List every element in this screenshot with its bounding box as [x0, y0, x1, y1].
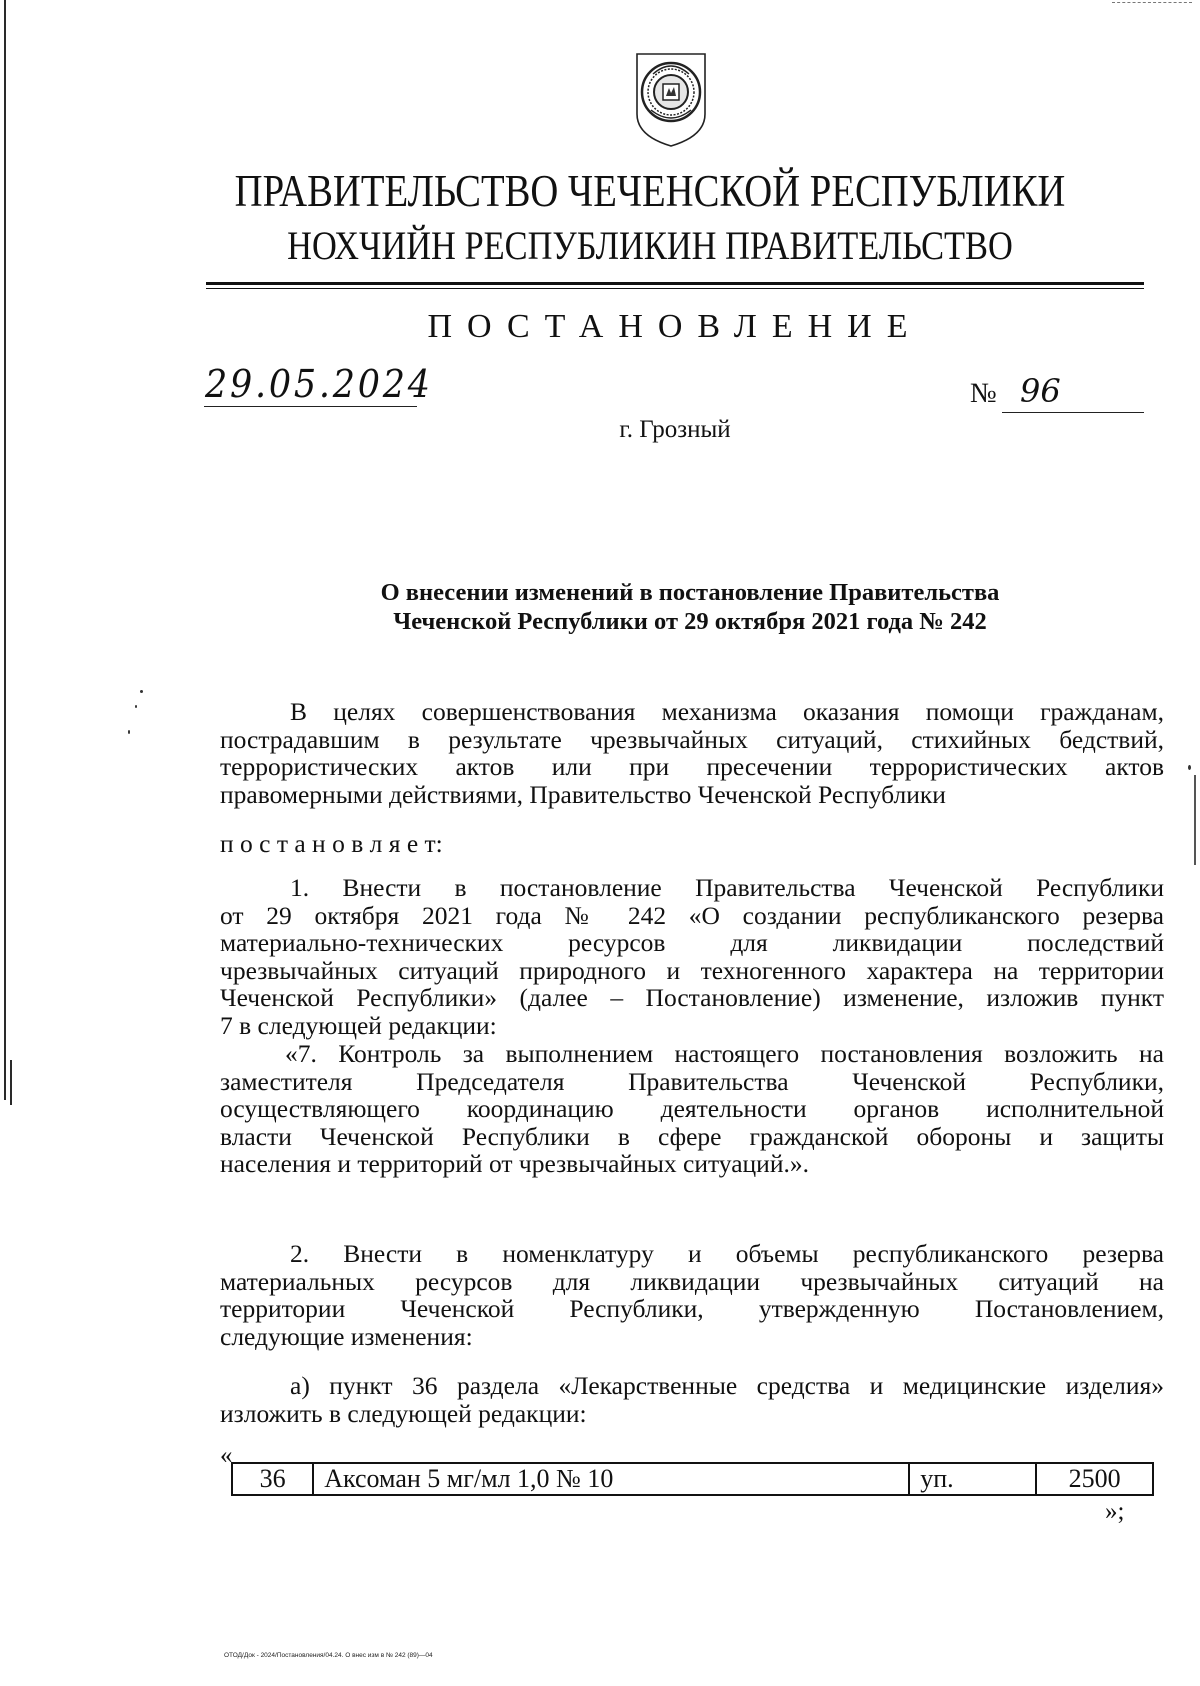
preamble-line: правомерными действиями, Правительство Чеченской Республики	[220, 779, 946, 809]
city: г. Грозный	[619, 416, 731, 443]
item-1-line: чрезвычайных ситуаций природного и техногенного характера на территории	[220, 955, 1164, 985]
footer-file-code: ОТОД/Док - 2024/Постановления/04.24. О внес изм в № 242 (89)—04	[224, 1652, 433, 1659]
scan-speck	[1188, 765, 1191, 770]
table-open-quote: «	[220, 1442, 233, 1469]
resolves-word: п о с т а н о в л я е т:	[220, 829, 443, 858]
item-1-quote-line: власти Чеченской Республики в сфере гражданской обороны и защиты	[220, 1121, 1164, 1151]
item-1	[220, 874, 1164, 1040]
number-underline	[1002, 412, 1144, 413]
organization-name-chechen: НОХЧИЙН РЕСПУБЛИКИН ПРАВИТЕЛЬСТВО	[287, 223, 1013, 268]
item-2-line: материальных ресурсов для ликвидации чрезвычайных ситуаций на	[220, 1266, 1164, 1296]
item-number: 36	[232, 1463, 313, 1495]
item-1-line: Чеченской Республики» (далее – Постановление) изменение, изложив пункт	[220, 983, 1164, 1013]
item-1-quote-line: осуществляющего координацию деятельности органов исполнительной	[220, 1094, 1164, 1124]
scan-border-left	[4, 0, 6, 1100]
document-number: 96	[1020, 372, 1061, 410]
item-1-quote-line: заместителя Председателя Правительства Чеченской Республики,	[220, 1066, 1164, 1096]
table-row	[232, 1463, 1153, 1495]
preamble	[220, 698, 1164, 808]
preamble-line: пострадавшим в результате чрезвычайных ситуаций, стихийных бедствий,	[220, 724, 1164, 754]
item-1-quote	[220, 1040, 1164, 1178]
table-close-quote: »;	[1105, 1498, 1125, 1525]
scan-mark-right	[1194, 775, 1196, 865]
subject-line: Чеченской Республики от 29 октября 2021 года № 242	[393, 608, 987, 635]
item-unit: уп.	[909, 1463, 1036, 1495]
preamble-line: В целях совершенствования механизма оказания помощи гражданам,	[290, 697, 1164, 726]
item-quantity: 2500	[1036, 1463, 1153, 1495]
item-1-line: 1. Внести в постановление Правительства Чеченской Республики	[290, 873, 1164, 902]
item-2-line: следующие изменения:	[220, 1321, 473, 1351]
header-divider	[206, 282, 1144, 285]
document-type: ПОСТАНОВЛЕНИЕ	[427, 308, 923, 345]
item-2-line: 2. Внести в номенклатуру и объемы республиканского резерва	[290, 1239, 1164, 1268]
item-2-line: территории Чеченской Республики, утвержденную Постановлением,	[220, 1294, 1164, 1324]
item-name: Аксоман 5 мг/мл 1,0 № 10	[313, 1463, 909, 1495]
item-1-quote-line: «7. Контроль за выполнением настоящего постановления возложить на	[285, 1039, 1164, 1068]
item-1-line: материально-технических ресурсов для ликвидации последствий	[220, 928, 1164, 958]
scan-speck	[128, 730, 130, 734]
header-divider-thin	[206, 288, 1144, 289]
item-1-quote-line: населения и территорий от чрезвычайных ситуаций.».	[220, 1149, 809, 1179]
number-label: №	[970, 378, 997, 409]
scan-speck	[140, 690, 143, 693]
item-2a-line: а) пункт 36 раздела «Лекарственные средства и медицинские изделия»	[290, 1371, 1164, 1400]
items-table	[231, 1462, 1154, 1496]
item-1-line: от 29 октября 2021 года № 242 «О создании республиканского резерва	[220, 900, 1164, 930]
item-1-line: 7 в следующей редакции:	[220, 1010, 497, 1040]
subject-line: О внесении изменений в постановление Правительства	[380, 579, 1000, 606]
preamble-line: террористических актов или при пресечении террористических актов	[220, 752, 1164, 782]
scan-mark-left	[10, 1060, 12, 1105]
coat-of-arms-icon	[633, 52, 709, 148]
date-underline	[204, 406, 417, 407]
scan-mark-top	[1112, 2, 1192, 3]
document-subject	[300, 578, 1080, 636]
item-2a	[220, 1372, 1164, 1427]
organization-name-russian: ПРАВИТЕЛЬСТВО ЧЕЧЕНСКОЙ РЕСПУБЛИКИ	[234, 166, 1066, 216]
scan-speck	[135, 705, 137, 708]
item-2	[220, 1240, 1164, 1350]
document-date: 29.05.2024	[205, 362, 433, 406]
item-2a-line: изложить в следующей редакции:	[220, 1398, 587, 1428]
